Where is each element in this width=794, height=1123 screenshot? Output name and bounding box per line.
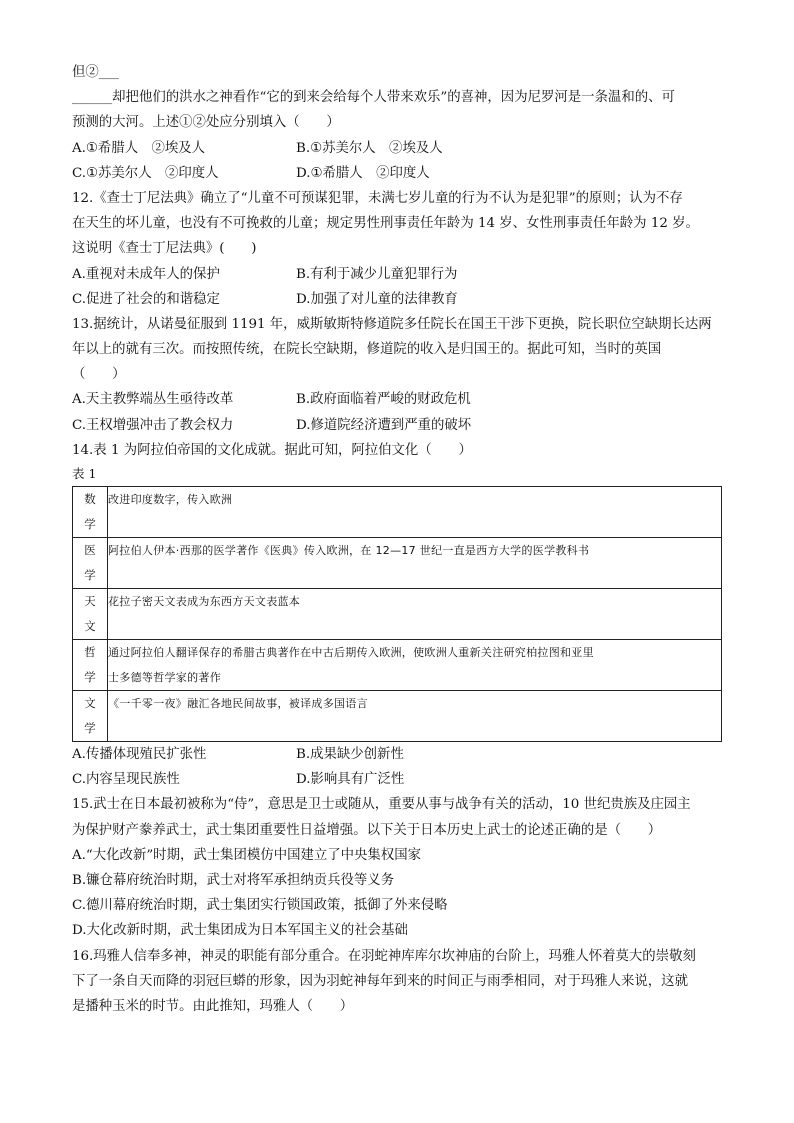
q12-option-a[interactable]: A.重视对未成年人的保护	[72, 266, 220, 282]
q13-line-2: 年以上的就有三次。而按照传统，在院长空缺期，修道院的收入是归国王的。据此可知，当时的英国	[72, 342, 662, 358]
q12-option-c[interactable]: C.促进了社会的和谐稳定	[72, 291, 220, 307]
q14-option-c[interactable]: C.内容呈现民族性	[72, 772, 180, 788]
q14-line-1: 14.表 1 为阿拉伯帝国的文化成就。据此可知，阿拉伯文化（ ）	[72, 442, 472, 458]
q12-options-row-1	[72, 262, 722, 287]
q16-line-1: 16.玛雅人信奉多神，神灵的职能有部分重合。在羽蛇神库库尔坎神庙的台阶上，玛雅人怀着莫大的崇敬刻	[72, 948, 696, 964]
question-13	[72, 312, 722, 438]
table-row	[73, 487, 722, 538]
q14-option-a[interactable]: A.传播体现殖民扩张性	[72, 747, 207, 762]
row-content: 花拉子密天文表成为东西方天文表蓝本	[108, 589, 722, 640]
q12-line-1: 12.《查士丁尼法典》确立了“儿童不可预谋犯罪，未满七岁儿童的行为不认为是犯罪”的原则；认为不存	[72, 190, 683, 206]
table-row	[73, 538, 722, 589]
q14-option-d[interactable]: D.影响具有广泛性	[296, 772, 405, 788]
culture-table	[72, 486, 722, 742]
table-row	[73, 640, 722, 691]
q13-options-row-2	[72, 413, 722, 438]
row-content: 改进印度数字，传入欧洲	[108, 487, 722, 538]
q11-line-1: 但②___	[72, 65, 119, 80]
q13-option-b[interactable]: B.政府面临着严峻的财政危机	[296, 392, 471, 408]
q12-option-d[interactable]: D.加强了对儿童的法律教育	[296, 291, 458, 307]
q14-option-b[interactable]: B.成果缺少创新性	[296, 747, 404, 762]
table-row	[73, 589, 722, 640]
q13-options-row-1	[72, 387, 722, 412]
q11-option-a[interactable]: A.①希腊人 ②埃及人	[72, 140, 206, 156]
question-15	[72, 792, 722, 943]
q13-option-d[interactable]: D.修道院经济遭到严重的破坏	[296, 417, 472, 433]
q12-line-2: 在天生的坏儿童，也没有不可挽救的儿童；规定男性刑事责任年龄为 14 岁、女性刑事责任年龄为 12 岁。	[72, 216, 699, 232]
q14-options-row-1	[72, 742, 722, 767]
question-16	[72, 944, 722, 1020]
table-row	[73, 691, 722, 742]
q12-option-b[interactable]: B.有利于减少儿童犯罪行为	[296, 266, 458, 282]
row-content: 通过阿拉伯人翻译保存的希腊古典著作在中古后期传入欧洲，使欧洲人重新关注研究柏拉图和亚里 士多德等哲学家的著作	[108, 640, 722, 691]
q13-line-1: 13.据统计，从诺曼征服到 1191 年，威斯敏斯特修道院多任院长在国王干涉下更换，院长职位空缺期长达两	[72, 316, 712, 332]
question-11	[72, 60, 722, 186]
q13-line-3: （ ）	[72, 367, 126, 383]
row-header: 哲 学	[73, 640, 108, 691]
q11-line-2: ______却把他们的洪水之神看作“它的到来会给每个人带来欢乐”的喜神，因为尼罗河是一条温和的、可	[72, 90, 675, 106]
q11-option-b[interactable]: B.①苏美尔人 ②埃及人	[296, 140, 443, 156]
q15-option-a[interactable]: A.“大化改新”时期，武士集团模仿中国建立了中央集权国家	[72, 847, 421, 863]
q15-option-d[interactable]: D.大化改新时期，武士集团成为日本军国主义的社会基础	[72, 923, 408, 939]
q12-options-row-2	[72, 287, 722, 312]
table-caption: 表 1	[72, 466, 97, 481]
row-header: 天 文	[73, 589, 108, 640]
row-header: 数 学	[73, 487, 108, 538]
q15-line-2: 为保护财产豢养武士，武士集团重要性日益增强。以下关于日本历史上武士的论述正确的是（ ）	[72, 822, 662, 838]
q15-line-1: 15.武士在日本最初被称为“侍”，意思是卫士或随从，重要从事与战争有关的活动，10 世纪贵族及庄园主	[72, 797, 691, 813]
row-header: 文 学	[73, 691, 108, 742]
row-content: 阿拉伯人伊本·西那的医学著作《医典》传入欧洲，在 12—17 世纪一直是西方大学的医学教科书	[108, 538, 722, 589]
q13-option-c[interactable]: C.王权增强冲击了教会权力	[72, 417, 234, 433]
question-14	[72, 438, 722, 793]
q11-option-d[interactable]: D.①希腊人 ②印度人	[296, 165, 430, 181]
q11-line-3: 预测的大河。上述①②处应分别填入（ ）	[72, 115, 340, 131]
exam-page	[72, 60, 722, 1019]
q11-option-c[interactable]: C.①苏美尔人 ②印度人	[72, 165, 219, 181]
q12-line-3: 这说明《查士丁尼法典》( )	[72, 241, 257, 257]
row-content: 《一千零一夜》融汇各地民间故事，被译成多国语言	[108, 691, 722, 742]
q11-options-row-1	[72, 136, 722, 161]
row-header: 医 学	[73, 538, 108, 589]
q15-option-b[interactable]: B.镰仓幕府统治时期，武士对将军承担纳贡兵役等义务	[72, 872, 395, 888]
q16-line-2: 下了一条自天而降的羽冠巨蟒的形象，因为羽蛇神每年到来的时间正与雨季相同，对于玛雅人来说，这就	[72, 973, 688, 989]
q14-options-row-2	[72, 767, 722, 792]
q16-line-3: 是播种玉米的时节。由此推知，玛雅人（ ）	[72, 998, 354, 1014]
question-12	[72, 186, 722, 312]
q11-options-row-2	[72, 161, 722, 186]
q13-option-a[interactable]: A.天主教弊端丛生亟待改革	[72, 392, 234, 408]
q15-option-c[interactable]: C.德川幕府统治时期，武士集团实行锁国政策，抵御了外来侵略	[72, 898, 448, 914]
